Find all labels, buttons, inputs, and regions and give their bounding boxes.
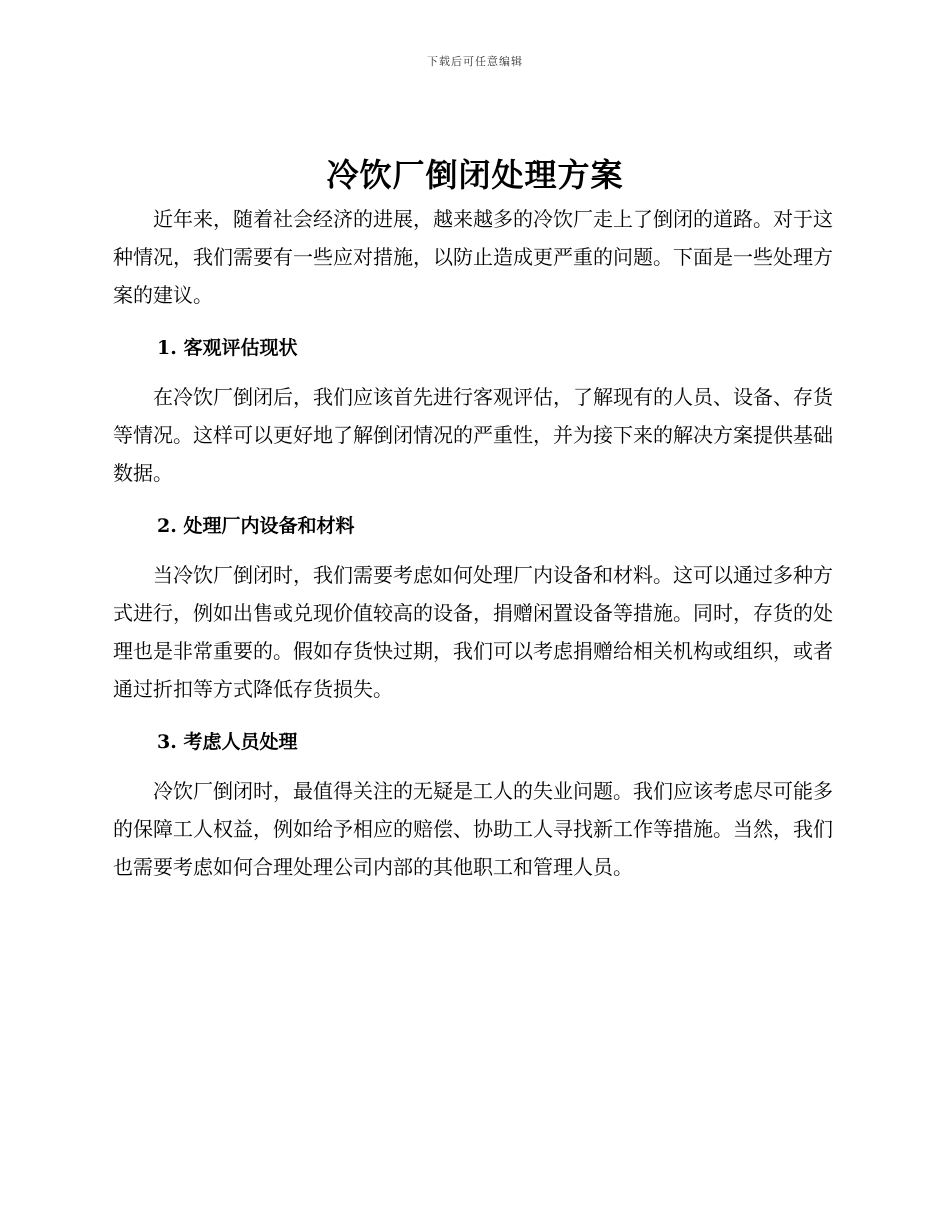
document-title: 冷饮厂倒闭处理方案	[326, 156, 624, 194]
header-note: 下载后可任意编辑	[427, 55, 523, 68]
section-paragraph-1: 在冷饮厂倒闭后，我们应该首先进行客观评估，了解现有的人员、设备、存货等情况。这样可以更好地了解倒闭情况的严重性，并为接下来的解决方案提供基础数据。	[113, 385, 833, 485]
section-paragraph-3: 冷饮厂倒闭时，最值得关注的无疑是工人的失业问题。我们应该考虑尽可能多的保障工人权益，例如给予相应的赔偿、协助工人寻找新工作等措施。当然，我们也需要考虑如何合理处理公司内部的其他职工和管理人员。	[113, 779, 833, 879]
section-heading-1: 1. 客观评估现状	[157, 337, 298, 359]
section-paragraph-2: 当冷饮厂倒闭时，我们需要考虑如何处理厂内设备和材料。这可以通过多种方式进行，例如出售或兑现价值较高的设备，捐赠闲置设备等措施。同时，存货的处理也是非常重要的。假如存货快过期，我们可以考虑捐赠给相关机构或组织，或者通过折扣等方式降低存货损失。	[113, 563, 833, 701]
intro-paragraph: 近年来，随着社会经济的进展，越来越多的冷饮厂走上了倒闭的道路。对于这种情况，我们需要有一些应对措施，以防止造成更严重的问题。下面是一些处理方案的建议。	[113, 207, 833, 307]
section-heading-2: 2. 处理厂内设备和材料	[157, 515, 355, 537]
document-body	[113, 200, 833, 886]
section-heading-3: 3. 考虑人员处理	[157, 731, 298, 753]
